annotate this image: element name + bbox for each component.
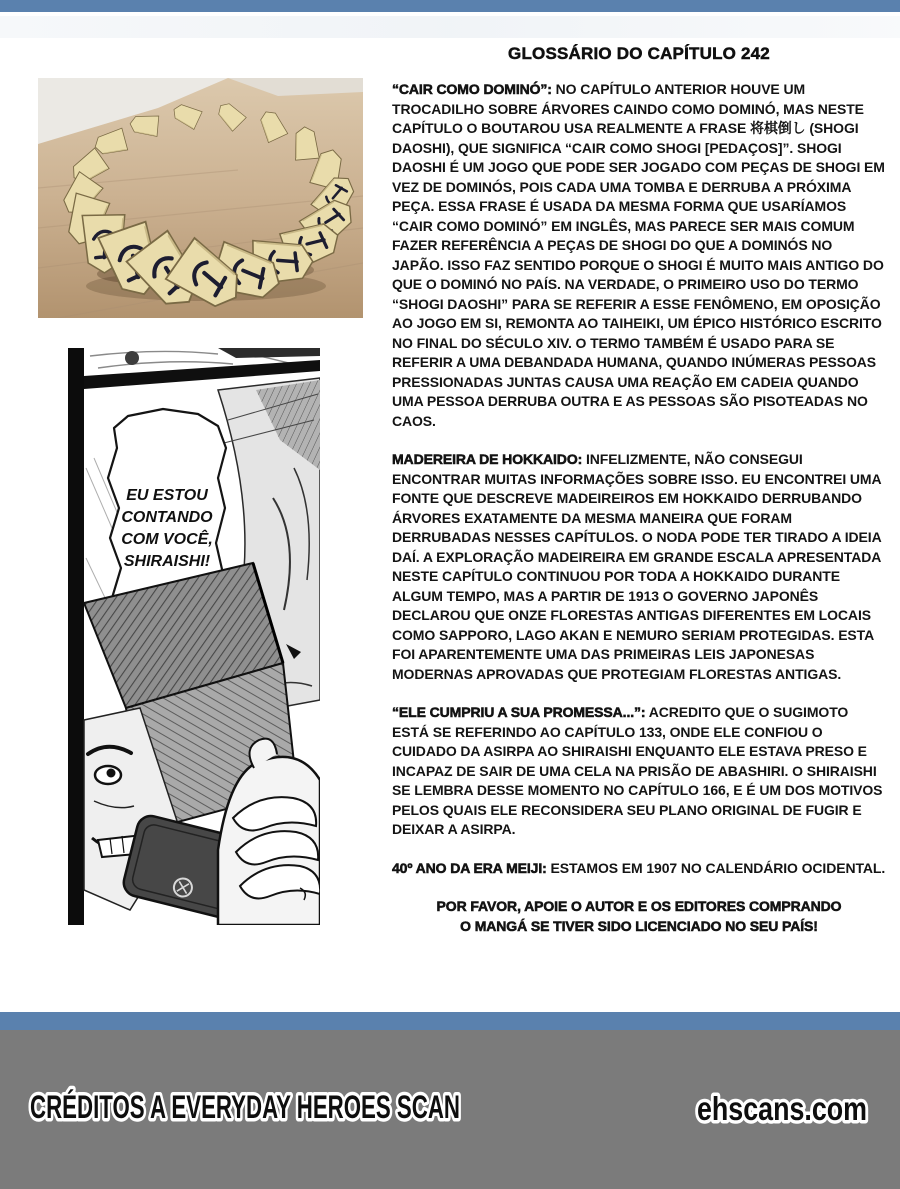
glossary-entry — [392, 80, 886, 431]
bubble-line-2: CONTANDO — [121, 509, 213, 526]
panel-left-border — [68, 348, 84, 925]
entry-term: MADEREIRA DE HOKKAIDO: — [392, 451, 583, 467]
shogi-domino-photo — [38, 78, 363, 318]
bubble-line-4: SHIRAISHI! — [123, 553, 211, 570]
support-appeal — [392, 897, 886, 936]
page-title: GLOSSÁRIO DO CAPÍTULO 242 — [508, 44, 770, 63]
entry-body: ACREDITO QUE O SUGIMOTO ESTÁ SE REFERINDO AO CAPÍTULO 133, ONDE ELE CONFIOU O CUIDADO DA ASIRPA AO SHIRAISHI ENQUANTO ELE ESTAVA PRESO E INCAPAZ DE SAIR DE UMA CELA NA PRISÃO DE ABASHIRI. O SHIRAISHI SE LEMBRA DESSE MOMENTO NO CAPÍTULO 166, E É UM DOS MOTIVOS PELOS QUAIS ELE RECONSIDERA SEU PLANO ORIGINAL DE FUGIR E DEIXAR A ASIRPA. — [392, 704, 883, 837]
glossary-entry — [392, 859, 886, 879]
glossary-entry — [392, 450, 886, 684]
entry-term: 40º ANO DA ERA MEIJI: — [392, 859, 547, 876]
entry-body: ESTAMOS EM 1907 NO CALENDÁRIO OCIDENTAL. — [550, 859, 886, 876]
bubble-line-3: COM VOCÊ, — [121, 531, 213, 548]
entry-body: INFELIZMENTE, NÃO CONSEGUI ENCONTRAR MUITAS INFORMAÇÕES SOBRE ISSO. EU ENCONTREI UMA FONTE QUE DESCREVE MADEIREIROS EM HOKKAIDO DERRUBANDO ÁRVORES EXATAMENTE DA MESMA MANEIRA QUE FORAM DERRUBADAS NESSES CAPÍTULOS. O NODA PODE TER TIRADO A IDEIA DAÍ. A EXPLORAÇÃO MADEIREIRA EM GRANDE ESCALA APRESENTADA NESTE CAPÍTULO CONTINUOU POR TODA A HOKKAIDO DURANTE ALGUM TEMPO, MAS A PARTIR DE 1913 O GOVERNO JAPONÊS DECLAROU QUE ONZE FLORESTAS ANTIGAS DIFERENTES EM LOCAIS COMO SAPPORO, LAGO AKAN E NEMURO SERIAM PROTEGIDAS. ESTA FOI APARENTEMENTE UMA DAS PRIMEIRAS LEIS JAPONESAS MODERNAS APROVADAS QUE PROTEGIAM FLORESTAS ANTIGAS. — [392, 451, 882, 682]
entry-term: “ELE CUMPRIU A SUA PROMESSA...”: — [392, 704, 646, 720]
entry-term: “CAIR COMO DOMINÓ”: — [392, 81, 552, 97]
shogi-domino-photo-art — [38, 78, 363, 318]
appeal-line-1: POR FAVOR, APOIE O AUTOR E OS EDITORES COMPRANDO — [436, 898, 842, 914]
manga-panel-art — [68, 348, 320, 925]
manga-panel-image — [68, 348, 320, 925]
entry-body: NO CAPÍTULO ANTERIOR HOUVE UM TROCADILHO SOBRE ÁRVORES CAINDO COMO DOMINÓ, MAS NESTE CAPÍTULO O BOUTAROU USA REALMENTE A FRASE 将棋倒し (SHOGI DAOSHI), QUE SIGNIFICA “CAIR COMO SHOGI [PEDAÇOS]”. SHOGI DAOSHI É UM JOGO QUE PODE SER JOGADO COM PEÇAS DE SHOGI EM VEZ DE DOMINÓS, POIS CADA UMA TOMBA E DERRUBA A PRÓXIMA PEÇA. ESSA FRASE É USADA DA MESMA FORMA QUE USARÍAMOS “CAIR COMO DOMINÓ” EM INGLÊS, MAS PARECE SER MAIS COMUM FAZER REFERÊNCIA A PEÇAS DE SHOGI DO QUE A DOMINÓS NO JAPÃO. ISSO FAZ SENTIDO PORQUE O SHOGI É MUITO MAIS ANTIGO DO QUE O DOMINÓ NO PAÍS. NA VERDADE, O PRIMEIRO USO DO TERMO “SHOGI DAOSHI” PARA SE REFERIR A ESSE FENÔMENO, EM OPOSIÇÃO AO JOGO EM SI, REMONTA AO TAIHEIKI, UM ÉPICO HISTÓRICO ESCRITO NO FINAL DO SÉCULO XIV. O TERMO TAMBÉM É USADO PARA SE REFERIR A UMA DEBANDADA HUMANA, QUANDO INÚMERAS PESSOAS PRESSIONADAS JUNTAS CAUSA UMA REAÇÃO EM CADEIA QUANDO UMA PESSOA DERRUBA OUTRA E AS PESSOAS SÃO PISOTEADAS NO CAOS. — [392, 81, 885, 429]
credits-footer — [0, 1030, 900, 1189]
glossary-text-column — [392, 80, 886, 936]
footer-site-text: ehscans.com — [697, 1090, 867, 1127]
glossary-entry — [392, 703, 886, 840]
top-blue-bar — [0, 0, 900, 12]
footer-text-art — [0, 1030, 900, 1189]
bubble-line-1: EU ESTOU — [126, 487, 208, 504]
scan-artifact-band — [0, 16, 900, 38]
bottom-blue-bar — [0, 1012, 900, 1030]
appeal-line-2: O MANGÁ SE TIVER SIDO LICENCIADO NO SEU PAÍS! — [460, 917, 818, 934]
footer-credits-text: CRÉDITOS A EVERYDAY HEROES SCAN — [30, 1089, 460, 1125]
